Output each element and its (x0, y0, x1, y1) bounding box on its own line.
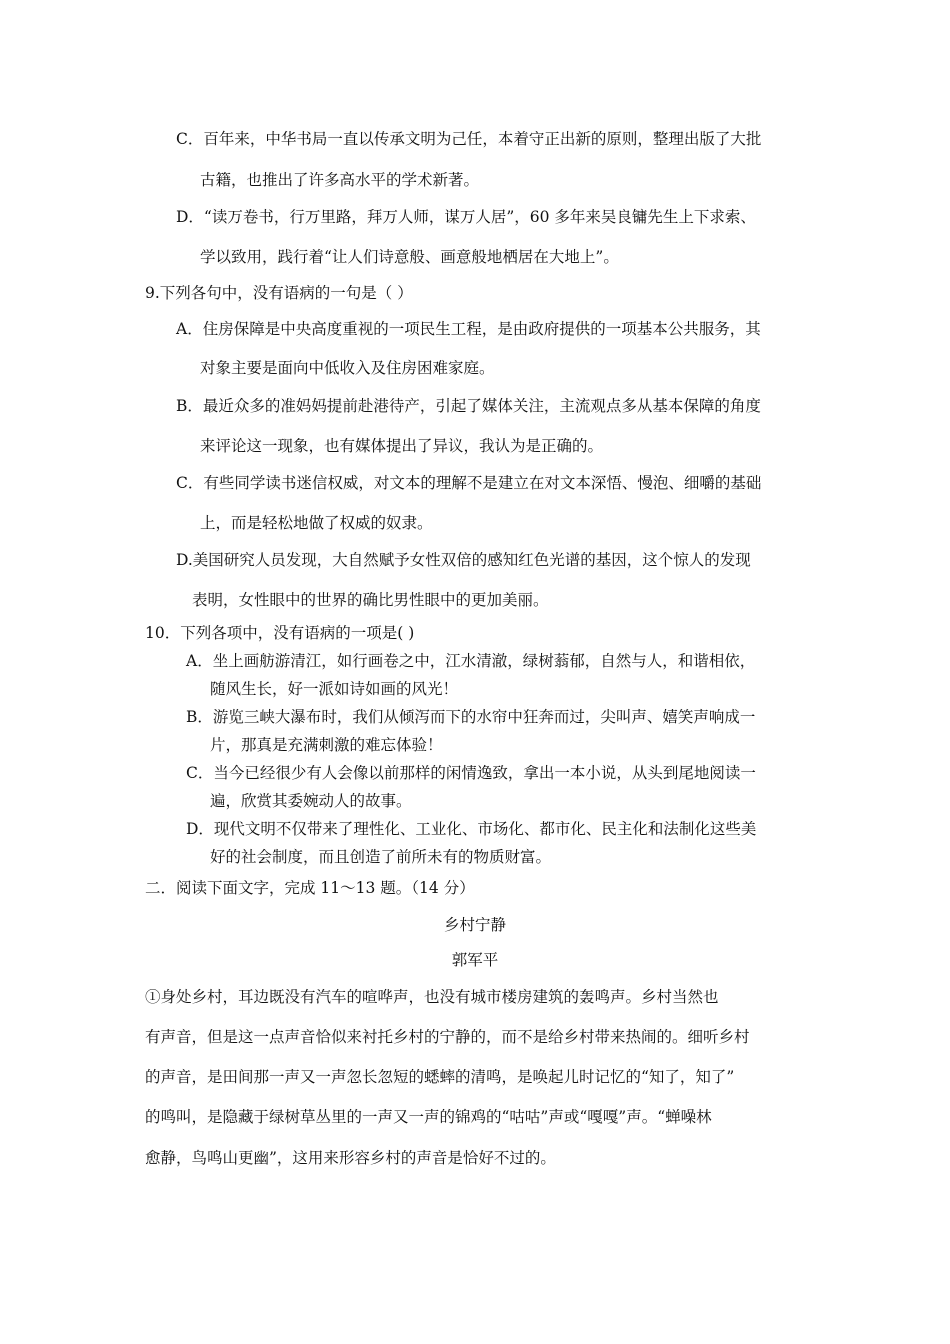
q8-option-c-line1: C．百年来，中华书局一直以传承文明为己任，本着守正出新的原则，整理出版了大批 (176, 130, 762, 148)
passage-line: 的鸣叫，是隐藏于绿树草丛里的一声又一声的锦鸡的“咕咕”声或“嘎嘎”声。“蝉噪林 (145, 1108, 712, 1126)
passage-title: 乡村宁静 (443, 916, 506, 934)
section-heading: 二．阅读下面文字，完成 11～13 题。（14 分） (145, 879, 475, 897)
q8-option-d-line2: 学以致用，践行着“让人们诗意般、画意般地栖居在大地上”。 (200, 248, 619, 266)
q10-option-a-line1: A．坐上画舫游清江，如行画卷之中，江水清澈，绿树蓊郁，自然与人，和谐相依， (186, 652, 756, 670)
q9-option-a-line1: A．住房保障是中央高度重视的一项民生工程，是由政府提供的一项基本公共服务，其 (176, 320, 761, 338)
q10-option-d-line1: D．现代文明不仅带来了理性化、工业化、市场化、都市化、民主化和法制化这些美 (186, 820, 757, 838)
q9-option-c-line2: 上，而是轻松地做了权威的奴隶。 (200, 514, 433, 532)
q9-option-a-line2: 对象主要是面向中低收入及住房困难家庭。 (200, 359, 495, 377)
q10-option-d-line2: 好的社会制度，而且创造了前所未有的物质财富。 (210, 848, 552, 866)
q10-option-c-line1: C．当今已经很少有人会像以前那样的闲情逸致，拿出一本小说，从头到尾地阅读一 (186, 764, 756, 782)
passage-line: 有声音，但是这一点声音恰似来衬托乡村的宁静的，而不是给乡村带来热闹的。细听乡村 (145, 1028, 750, 1046)
passage-author: 郭军平 (451, 951, 499, 969)
q9-option-b-line2: 来评论这一现象，也有媒体提出了异议，我认为是正确的。 (200, 437, 604, 455)
passage-line: ①身处乡村，耳边既没有汽车的喧哗声，也没有城市楼房建筑的轰鸣声。乡村当然也 (145, 988, 719, 1006)
q9-stem: 9.下列各句中，没有语病的一句是（ ） (145, 284, 413, 302)
q9-option-d-line1: D.美国研究人员发现，大自然赋予女性双倍的感知红色光谱的基因，这个惊人的发现 (176, 551, 751, 569)
passage-line: 愈静，鸟鸣山更幽”，这用来形容乡村的声音是恰好不过的。 (145, 1149, 556, 1167)
q9-option-b-line1: B．最近众多的准妈妈提前赴港待产，引起了媒体关注，主流观点多从基本保障的角度 (176, 397, 761, 415)
q9-option-d-line2: 表明，女性眼中的世界的确比男性眼中的更加美丽。 (192, 591, 549, 609)
q8-option-d-line1: D．“读万卷书，行万里路，拜万人师，谋万人居”，60 多年来吴良镛先生上下求索、 (176, 208, 756, 226)
q10-option-b-line2: 片，那真是充满刺激的难忘体验！ (210, 736, 443, 754)
q10-option-a-line2: 随风生长，好一派如诗如画的风光！ (210, 680, 459, 698)
q9-option-c-line1: C．有些同学读书迷信权威，对文本的理解不是建立在对文本深悟、慢泡、细嚼的基础 (176, 474, 762, 492)
passage-line: 的声音，是田间那一声又一声忽长忽短的蟋蟀的清鸣，是唤起儿时记忆的“知了，知了” (145, 1068, 735, 1086)
q10-stem: 10．下列各项中，没有语病的一项是( ) (145, 624, 415, 642)
q10-option-c-line2: 遍，欣赏其委婉动人的故事。 (210, 792, 412, 810)
q10-option-b-line1: B．游览三峡大瀑布时，我们从倾泻而下的水帘中狂奔而过，尖叫声、嬉笑声响成一 (186, 708, 756, 726)
q8-option-c-line2: 古籍，也推出了许多高水平的学术新著。 (200, 171, 480, 189)
